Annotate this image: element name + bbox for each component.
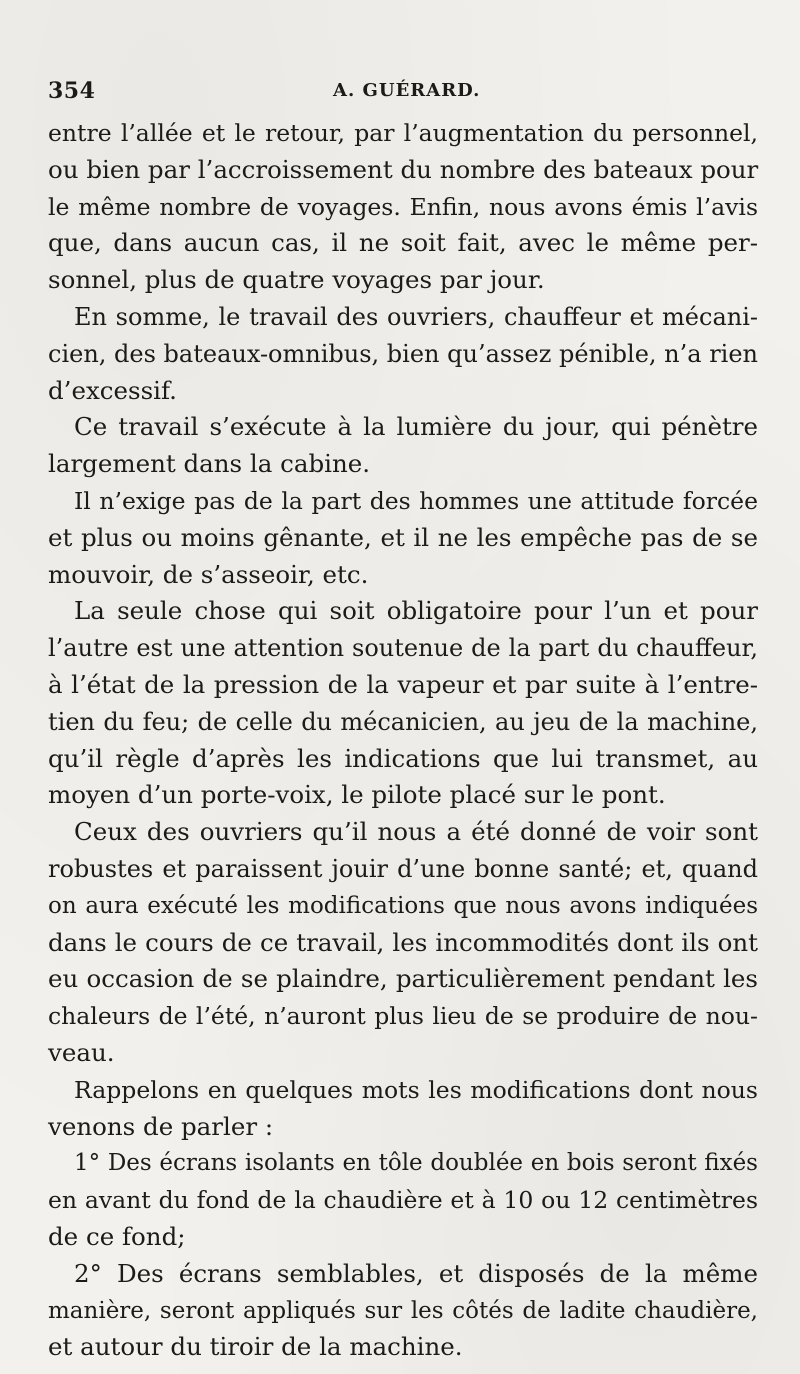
text-line: qu’il règle d’après les indications que lui transmet, au: [48, 743, 758, 773]
text-line: ou bien par l’accroissement du nombre des bateaux pour: [48, 154, 759, 184]
text-line: à l’état de la pression de la vapeur et par suite à l’entre-: [48, 669, 758, 699]
text-line: moyen d’un porte-voix, le pilote placé sur le pont.: [48, 780, 666, 810]
text-line: cien, des bateaux-omnibus, bien qu’assez pénible, n’a rien: [48, 339, 759, 368]
text-line: et plus ou moins gênante, et il ne les empêche pas de se: [48, 522, 758, 552]
text-line: et autour du tiroir de la machine.: [48, 1332, 463, 1362]
text-line: veau.: [48, 1037, 115, 1067]
text-line: le même nombre de voyages. Enfin, nous avons émis l’avis: [48, 192, 758, 221]
page-header: [48, 78, 752, 108]
text-line: En somme, le travail des ouvriers, chauffeur et mécani-: [74, 302, 758, 331]
text-line: d’excessif.: [48, 375, 177, 405]
text-line: en avant du fond de la chaudière et à 10 ou 12 centimètres: [48, 1186, 758, 1215]
text-line: l’autre est une attention soutenue de la part du chauffeur,: [48, 634, 758, 663]
text-line: venons de parler :: [48, 1111, 274, 1141]
body-text: [48, 115, 758, 1366]
text-line: tien du feu; de celle du mécanicien, au jeu de la machine,: [48, 707, 758, 736]
text-line: Ce travail s’exécute à la lumière du jour, qui pénètre: [74, 412, 758, 442]
text-line: on aura exécuté les modifications que nous avons indiquées: [48, 892, 758, 919]
text-line: robustes et paraissent jouir d’une bonne santé; et, quand: [48, 854, 758, 883]
text-line: manière, seront appliqués sur les côtés de ladite chaudière,: [48, 1297, 758, 1324]
text-line: Il n’exige pas de la part des hommes une attitude forcée: [74, 486, 758, 515]
text-line: largement dans la cabine.: [48, 449, 371, 479]
text-line: chaleurs de l’été, n’auront plus lieu de se produire de nou-: [48, 1002, 758, 1031]
text-line: dans le cours de ce travail, les incommodités dont ils ont: [48, 927, 758, 957]
running-head: A. GUÉRARD.: [333, 80, 481, 101]
page-number: 354: [48, 78, 96, 104]
text-line: 2° Des écrans semblables, et disposés de la même: [74, 1258, 758, 1288]
text-line: que, dans aucun cas, il ne soit fait, avec le même per-: [48, 228, 758, 258]
text-line: Rappelons en quelques mots les modifications dont nous: [74, 1075, 758, 1104]
text-line: entre l’allée et le retour, par l’augmentation du personnel,: [48, 119, 758, 147]
text-line: eu occasion de se plaindre, particulièrement pendant les: [48, 964, 758, 994]
text-line: sonnel, plus de quatre voyages par jour.: [48, 265, 545, 295]
text-line: Ceux des ouvriers qu’il nous a été donné de voir sont: [74, 817, 758, 847]
text-line: La seule chose qui soit obligatoire pour l’un et pour: [74, 596, 758, 626]
text-line: de ce fond;: [48, 1221, 186, 1251]
text-line: mouvoir, de s’asseoir, etc.: [48, 559, 369, 589]
text-line: 1° Des écrans isolants en tôle doublée en bois seront fixés: [74, 1150, 758, 1177]
